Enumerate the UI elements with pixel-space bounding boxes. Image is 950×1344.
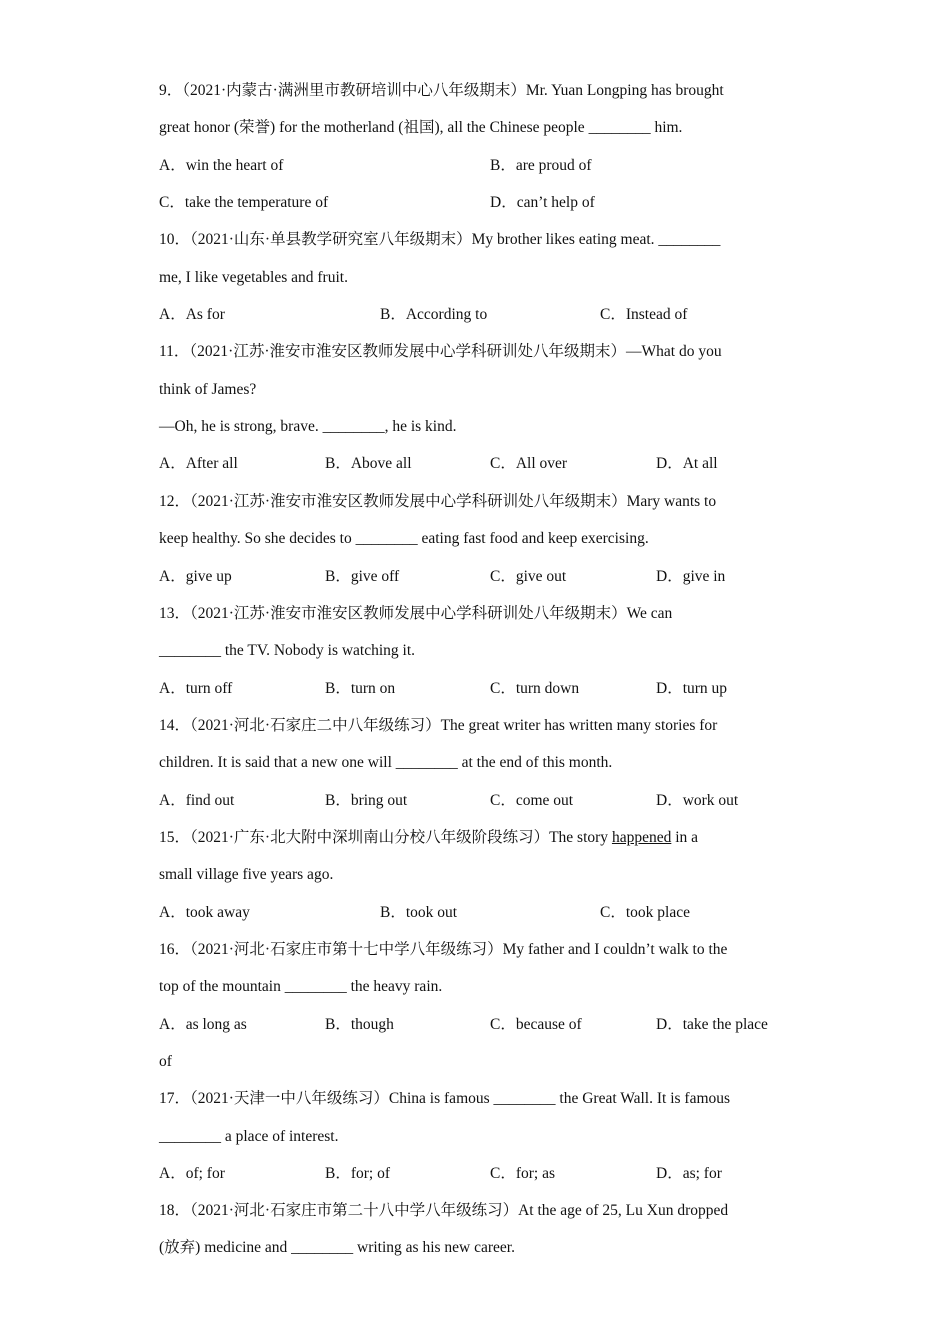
question-9-option-b: B．are proud of [490, 157, 592, 174]
question-13-option-b: B．turn on [325, 680, 396, 697]
question-9-option-d: D．can’t help of [490, 194, 595, 211]
question-15-option-b: B．took out [380, 904, 458, 921]
question-15-stem-line-1 [159, 828, 698, 848]
question-10-option-c: C．Instead of [600, 306, 688, 323]
question-9-stem-line-1: 9．（2021·内蒙古·满洲里市教研培训中心八年级期末）Mr. Yuan Longping has brought [159, 82, 724, 99]
question-16-option-a: A．as long as [159, 1016, 247, 1033]
question-10-option-a: A．As for [159, 306, 225, 323]
question-18-stem-line-1: 18．（2021·河北·石家庄市第二十八中学八年级练习）At the age of 25, Lu Xun dropped [159, 1202, 729, 1219]
question-12-option-c: C．give out [490, 568, 567, 585]
question-11-option-d: D．At all [656, 455, 718, 472]
question-13-stem-line-2: ________ the TV. Nobody is watching it. [159, 642, 416, 659]
question-16-option-b: B．though [325, 1016, 394, 1033]
question-17-option-a: A．of; for [159, 1165, 225, 1182]
question-12-option-a: A．give up [159, 568, 232, 585]
question-13-stem-line-1: 13．（2021·江苏·淮安市淮安区教师发展中心学科研训处八年级期末）We can [159, 605, 673, 622]
question-18-stem-line-2: (放弃) medicine and ________ writing as his new career. [159, 1239, 515, 1256]
question-15-underlined-word: happened [611, 829, 672, 846]
question-16-option-c: C．because of [490, 1016, 582, 1033]
question-14-option-c: C．come out [490, 792, 574, 809]
question-16-stem-line-2: top of the mountain ________ the heavy rain. [159, 978, 443, 995]
question-14-stem-line-1: 14．（2021·河北·石家庄二中八年级练习）The great writer has written many stories for [159, 717, 718, 734]
question-15-option-a: A．took away [159, 904, 250, 921]
question-9-option-a: A．win the heart of [159, 157, 284, 174]
question-12-stem-line-1: 12．（2021·江苏·淮安市淮安区教师发展中心学科研训处八年级期末）Mary wants to [159, 493, 717, 510]
question-16-option-d: D．take the place [656, 1016, 768, 1033]
question-17-option-d: D．as; for [656, 1165, 722, 1182]
question-11-option-c: C．All over [490, 455, 568, 472]
question-10-option-b: B．According to [380, 306, 488, 323]
question-9-stem-line-2: great honor (荣誉) for the motherland (祖国), all the Chinese people ________ him. [159, 119, 683, 136]
question-11-option-b: B．Above all [325, 455, 412, 472]
question-16-stem-line-1: 16．（2021·河北·石家庄市第十七中学八年级练习）My father and I couldn’t walk to the [159, 941, 728, 958]
question-11-stem-line-3: —Oh, he is strong, brave. ________, he is kind. [159, 418, 457, 435]
question-14-option-b: B．bring out [325, 792, 408, 809]
question-17-option-c: C．for; as [490, 1165, 556, 1182]
question-13-option-d: D．turn up [656, 680, 728, 697]
question-13-option-c: C．turn down [490, 680, 580, 697]
question-15-option-c: C．took place [600, 904, 690, 921]
question-15-stem-text: 15．（2021·广东·北大附中深圳南山分校八年级阶段练习）The story [159, 829, 612, 846]
question-11-stem-line-2: think of James? [159, 381, 257, 398]
question-10-stem-line-2: me, I like vegetables and fruit. [159, 269, 348, 286]
question-15-stem-tail: in a [671, 829, 699, 846]
question-9-option-c: C．take the temperature of [159, 194, 329, 211]
question-12-option-b: B．give off [325, 568, 400, 585]
question-16-option-d-wrap: of [159, 1053, 172, 1070]
question-13-option-a: A．turn off [159, 680, 233, 697]
question-11-option-a: A．After all [159, 455, 238, 472]
question-17-stem-line-1: 17．（2021·天津一中八年级练习）China is famous ________ the Great Wall. It is famous [159, 1090, 731, 1107]
question-14-option-a: A．find out [159, 792, 235, 809]
question-14-stem-line-2: children. It is said that a new one will ________ at the end of this month. [159, 754, 613, 771]
question-11-stem-line-1: 11．（2021·江苏·淮安市淮安区教师发展中心学科研训处八年级期末）—What do you [159, 343, 722, 360]
question-17-stem-line-2: ________ a place of interest. [159, 1128, 339, 1145]
question-12-stem-line-2: keep healthy. So she decides to ________ eating fast food and keep exercising. [159, 530, 649, 547]
question-12-option-d: D．give in [656, 568, 726, 585]
question-10-stem-line-1: 10．（2021·山东·单县教学研究室八年级期末）My brother likes eating meat. ________ [159, 231, 721, 248]
question-17-option-b: B．for; of [325, 1165, 391, 1182]
question-14-option-d: D．work out [656, 792, 739, 809]
question-15-stem-line-2: small village five years ago. [159, 866, 334, 883]
